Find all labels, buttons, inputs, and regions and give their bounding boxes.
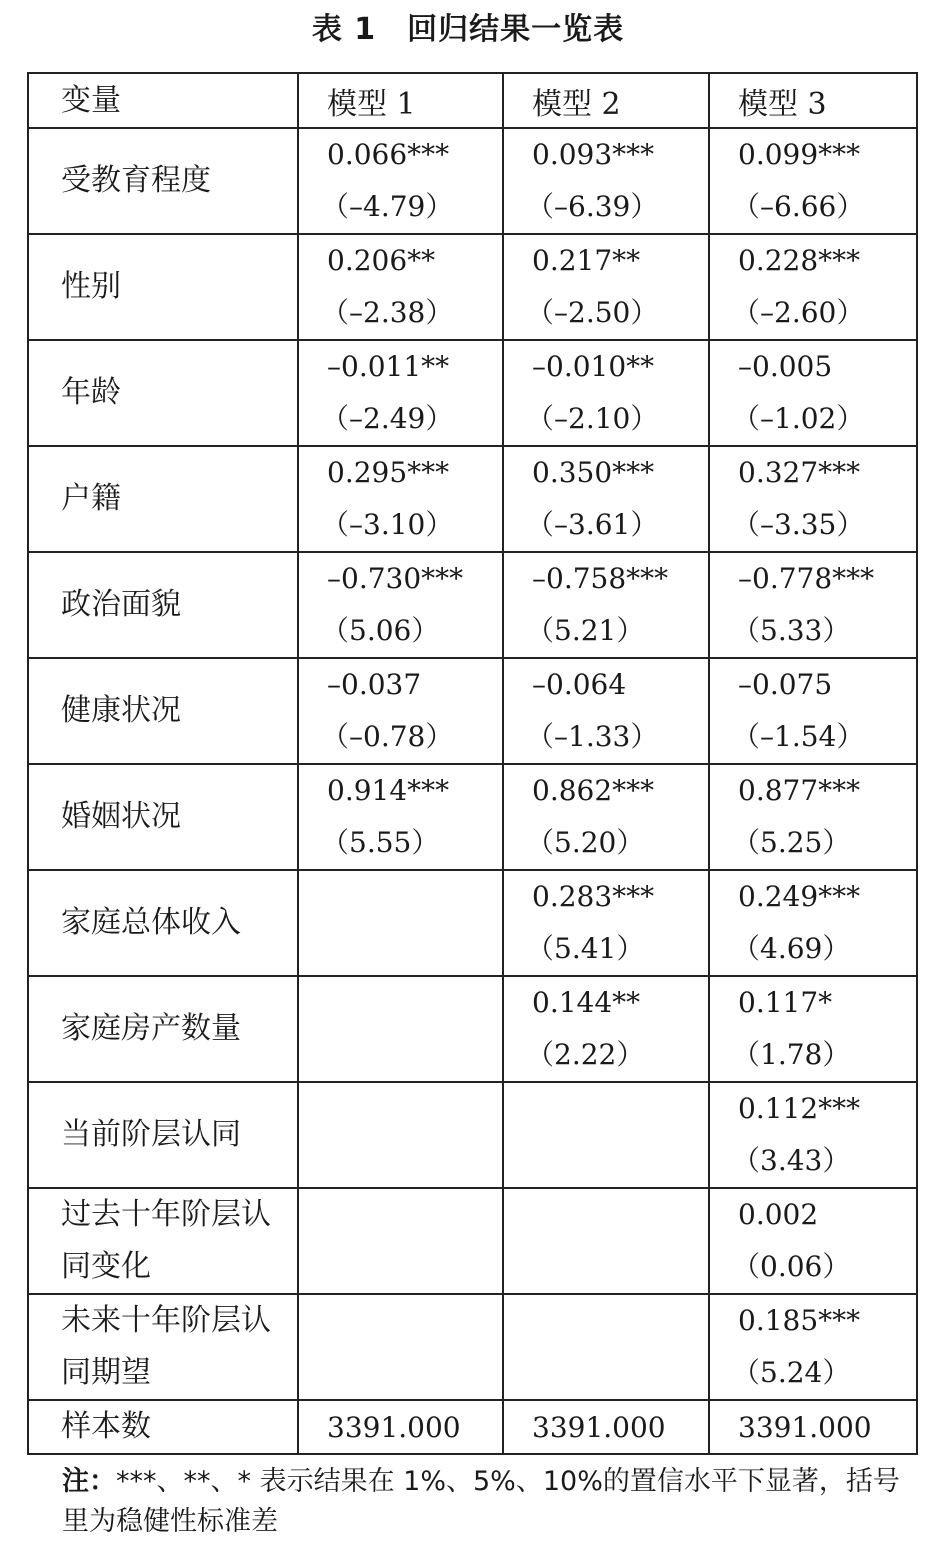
robust-stat: （–2.49） [321, 402, 454, 435]
robust-stat: （–4.79） [321, 190, 454, 223]
model-2-cell [503, 446, 709, 552]
model-2-cell [503, 234, 709, 340]
robust-stat: （2.22） [526, 1038, 645, 1071]
table-title: 表 1 回归结果一览表 [311, 12, 625, 47]
model-2-cell [503, 764, 709, 870]
model-2-cell [503, 552, 709, 658]
variable-name: 健康状况 [28, 658, 298, 764]
model-3-cell [709, 446, 917, 552]
coefficient: 0.185*** [738, 1304, 861, 1337]
table-row [28, 1082, 917, 1188]
coefficient: –0.075 [738, 668, 833, 701]
model-1-cell [298, 234, 503, 340]
coefficient: 0.283*** [532, 880, 655, 913]
table-row [28, 870, 917, 976]
regression-table [27, 72, 918, 1455]
coefficient: 0.002 [738, 1198, 819, 1231]
table-row [28, 1294, 917, 1400]
coefficient: –0.037 [327, 668, 422, 701]
coefficient: 0.249*** [738, 880, 861, 913]
variable-name: 婚姻状况 [28, 764, 298, 870]
variable-name: 年龄 [28, 340, 298, 446]
coefficient: –0.005 [738, 350, 833, 383]
coefficient: 0.066*** [327, 138, 450, 171]
coefficient: –0.758*** [532, 562, 669, 595]
coefficient: 0.228*** [738, 244, 861, 277]
robust-stat: （–2.10） [526, 402, 659, 435]
robust-stat: （3.43） [732, 1144, 851, 1177]
variable-name: 家庭房产数量 [28, 976, 298, 1082]
robust-stat: （–6.66） [732, 190, 865, 223]
robust-stat: （–1.02） [732, 402, 865, 435]
coefficient: 0.350*** [532, 456, 655, 489]
robust-stat: （5.06） [321, 614, 440, 647]
robust-stat: （4.69） [732, 932, 851, 965]
variable-name: 未来十年阶层认同期望 [28, 1294, 298, 1400]
model-3-cell [709, 976, 917, 1082]
model-3-cell [709, 234, 917, 340]
sample-size-row [28, 1400, 917, 1454]
robust-stat: （–2.50） [526, 296, 659, 329]
note-label: 注： [62, 1466, 116, 1497]
coefficient: –0.011** [327, 350, 450, 383]
model-3-cell [709, 764, 917, 870]
model-1-cell [298, 976, 503, 1082]
header-model-1: 模型 1 [298, 73, 503, 128]
table-row [28, 446, 917, 552]
robust-stat: （–3.61） [526, 508, 659, 541]
sample-size-label: 样本数 [28, 1400, 298, 1454]
model-2-cell [503, 870, 709, 976]
table-row [28, 552, 917, 658]
robust-stat: （–6.39） [526, 190, 659, 223]
table-row [28, 658, 917, 764]
robust-stat: （5.25） [732, 826, 851, 859]
robust-stat: （–3.35） [732, 508, 865, 541]
coefficient: 0.099*** [738, 138, 861, 171]
model-2-cell [503, 128, 709, 234]
table-note [62, 1462, 912, 1542]
model-1-cell [298, 1294, 503, 1400]
model-3-cell [709, 1082, 917, 1188]
coefficient: –0.064 [532, 668, 627, 701]
robust-stat: （–2.60） [732, 296, 865, 329]
robust-stat: （5.24） [732, 1356, 851, 1389]
coefficient: 0.862*** [532, 774, 655, 807]
model-2-cell [503, 1294, 709, 1400]
robust-stat: （–3.10） [321, 508, 454, 541]
coefficient: 0.206** [327, 244, 436, 277]
model-2-cell [503, 658, 709, 764]
table-row [28, 128, 917, 234]
coefficient: 0.093*** [532, 138, 655, 171]
robust-stat: （5.33） [732, 614, 851, 647]
model-1-cell [298, 870, 503, 976]
model-3-cell [709, 128, 917, 234]
robust-stat: （5.20） [526, 826, 645, 859]
coefficient: –0.778*** [738, 562, 875, 595]
note-text: ***、**、* 表示结果在 1%、5%、10%的置信水平下显著，括号里为稳健性标准差 [62, 1466, 900, 1537]
robust-stat: （0.06） [732, 1250, 851, 1283]
table-header-row [28, 73, 917, 128]
variable-name: 性别 [28, 234, 298, 340]
model-3-cell [709, 340, 917, 446]
sample-size-model-3: 3391.000 [709, 1400, 917, 1454]
coefficient: 0.117* [738, 986, 833, 1019]
table-row [28, 1188, 917, 1294]
sample-size-model-2: 3391.000 [503, 1400, 709, 1454]
robust-stat: （–1.54） [732, 720, 865, 753]
model-3-cell [709, 1294, 917, 1400]
table-row [28, 764, 917, 870]
table-row [28, 234, 917, 340]
sample-size-model-1: 3391.000 [298, 1400, 503, 1454]
model-1-cell [298, 128, 503, 234]
variable-name: 受教育程度 [28, 128, 298, 234]
coefficient: 0.914*** [327, 774, 450, 807]
coefficient: 0.877*** [738, 774, 861, 807]
variable-name: 户籍 [28, 446, 298, 552]
model-1-cell [298, 552, 503, 658]
coefficient: –0.010** [532, 350, 655, 383]
coefficient: –0.730*** [327, 562, 464, 595]
model-3-cell [709, 870, 917, 976]
coefficient: 0.327*** [738, 456, 861, 489]
coefficient: 0.217** [532, 244, 641, 277]
coefficient: 0.295*** [327, 456, 450, 489]
model-1-cell [298, 446, 503, 552]
robust-stat: （5.55） [321, 826, 440, 859]
model-3-cell [709, 1188, 917, 1294]
model-1-cell [298, 764, 503, 870]
table-row [28, 340, 917, 446]
header-model-3: 模型 3 [709, 73, 917, 128]
model-3-cell [709, 658, 917, 764]
variable-name: 政治面貌 [28, 552, 298, 658]
model-1-cell [298, 1082, 503, 1188]
robust-stat: （1.78） [732, 1038, 851, 1071]
model-1-cell [298, 340, 503, 446]
robust-stat: （5.41） [526, 932, 645, 965]
model-2-cell [503, 1082, 709, 1188]
model-1-cell [298, 1188, 503, 1294]
model-3-cell [709, 552, 917, 658]
robust-stat: （–0.78） [321, 720, 454, 753]
robust-stat: （–1.33） [526, 720, 659, 753]
header-variable: 变量 [28, 73, 298, 128]
variable-name: 当前阶层认同 [28, 1082, 298, 1188]
model-1-cell [298, 658, 503, 764]
model-2-cell [503, 340, 709, 446]
model-2-cell [503, 976, 709, 1082]
robust-stat: （–2.38） [321, 296, 454, 329]
model-2-cell [503, 1188, 709, 1294]
variable-name: 家庭总体收入 [28, 870, 298, 976]
table-row [28, 976, 917, 1082]
variable-name: 过去十年阶层认同变化 [28, 1188, 298, 1294]
header-model-2: 模型 2 [503, 73, 709, 128]
robust-stat: （5.21） [526, 614, 645, 647]
coefficient: 0.112*** [738, 1092, 861, 1125]
coefficient: 0.144** [532, 986, 641, 1019]
